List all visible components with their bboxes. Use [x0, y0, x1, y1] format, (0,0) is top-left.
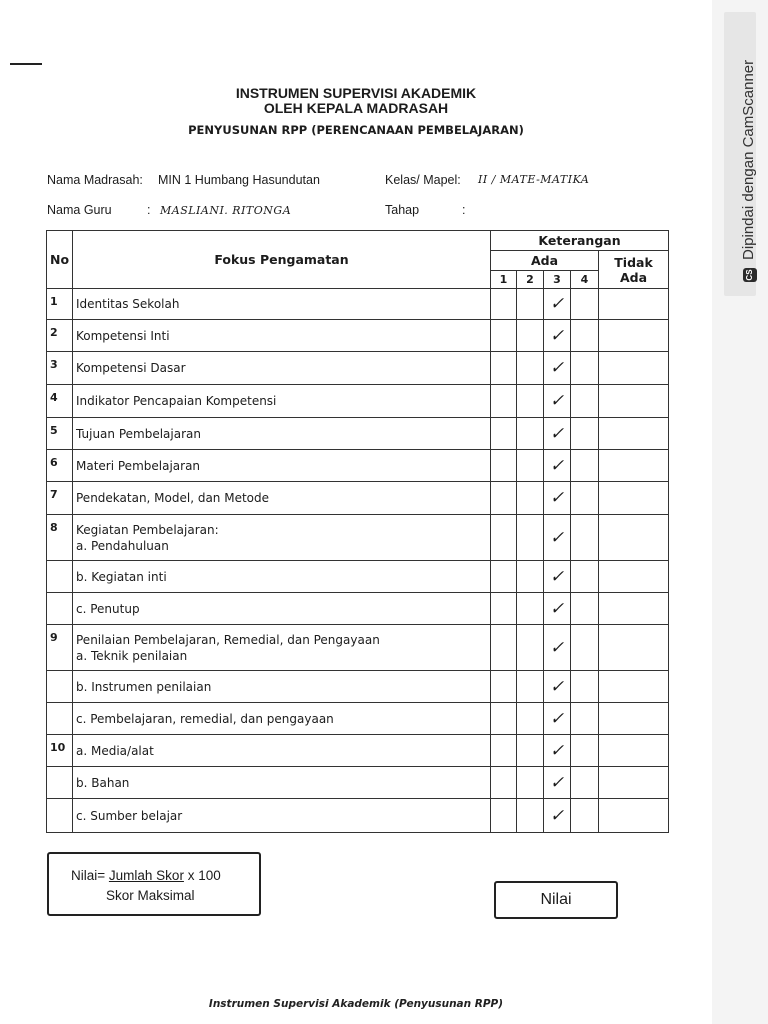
row-number: 7 — [47, 482, 73, 515]
table-row — [47, 799, 669, 833]
score-3-cell — [544, 767, 571, 799]
tidak-ada-cell — [599, 671, 669, 703]
score-1-cell — [491, 767, 517, 799]
row-number: 4 — [47, 385, 73, 418]
score-2-cell — [517, 482, 544, 515]
score-3-cell — [544, 735, 571, 767]
score-1-cell — [491, 418, 517, 450]
header-score-1: 1 — [491, 271, 517, 289]
score-1-cell — [491, 799, 517, 833]
table-row — [47, 561, 669, 593]
score-3-cell — [544, 385, 571, 418]
header-ada: Ada — [491, 251, 599, 271]
score-2-cell — [517, 289, 544, 320]
row-focus: Kegiatan Pembelajaran: a. Pendahuluan — [73, 515, 491, 561]
score-3-cell — [544, 625, 571, 671]
tidak-ada-cell — [599, 385, 669, 418]
score-3-cell — [544, 482, 571, 515]
score-3-cell — [544, 671, 571, 703]
tahap-label: Tahap — [385, 203, 420, 217]
scanner-watermark-label: Dipindai dengan CamScanner — [740, 59, 757, 260]
score-4-cell — [571, 799, 599, 833]
document-title-line1: INSTRUMEN SUPERVISI AKADEMIK — [235, 85, 477, 101]
score-1-cell — [491, 561, 517, 593]
formula-denominator: Skor Maksimal — [106, 888, 195, 903]
score-2-cell — [517, 767, 544, 799]
guru-label: Nama Guru — [47, 203, 112, 217]
score-4-cell — [571, 482, 599, 515]
score-4-cell — [571, 385, 599, 418]
row-number: 8 — [47, 515, 73, 561]
tidak-ada-cell — [599, 320, 669, 352]
header-score-2: 2 — [517, 271, 544, 289]
table-row — [47, 671, 669, 703]
score-3-cell — [544, 515, 571, 561]
madrasah-value: MIN 1 Humbang Hasundutan — [158, 173, 320, 187]
table-row — [47, 385, 669, 418]
row-number — [47, 671, 73, 703]
table-row — [47, 450, 669, 482]
row-number: 1 — [47, 289, 73, 320]
row-focus: c. Penutup — [73, 593, 491, 625]
row-number — [47, 561, 73, 593]
score-4-cell — [571, 735, 599, 767]
score-1-cell — [491, 320, 517, 352]
table-row — [47, 482, 669, 515]
score-1-cell — [491, 450, 517, 482]
tidak-ada-cell — [599, 735, 669, 767]
score-1-cell — [491, 703, 517, 735]
table-row — [47, 289, 669, 320]
tidak-ada-cell — [599, 625, 669, 671]
table-row — [47, 593, 669, 625]
score-3-cell — [544, 703, 571, 735]
score-4-cell — [571, 515, 599, 561]
table-row — [47, 735, 669, 767]
score-3-cell — [544, 593, 571, 625]
row-focus: Kompetensi Inti — [73, 320, 491, 352]
score-2-cell — [517, 561, 544, 593]
score-1-cell — [491, 593, 517, 625]
score-4-cell — [571, 703, 599, 735]
score-2-cell — [517, 735, 544, 767]
score-formula-box — [47, 852, 261, 916]
check-mark: ✓ — [549, 740, 565, 761]
row-number — [47, 799, 73, 833]
row-focus: b. Instrumen penilaian — [73, 671, 491, 703]
score-1-cell — [491, 735, 517, 767]
tidak-ada-cell — [599, 289, 669, 320]
guru-value: MASLIANI. RITONGA — [160, 204, 292, 217]
score-2-cell — [517, 671, 544, 703]
row-number — [47, 593, 73, 625]
header-focus: Fokus Pengamatan — [73, 231, 491, 289]
score-4-cell — [571, 671, 599, 703]
check-mark: ✓ — [549, 455, 565, 476]
formula-multiplier: x 100 — [187, 868, 221, 883]
score-4-cell — [571, 320, 599, 352]
score-2-cell — [517, 450, 544, 482]
score-4-cell — [571, 450, 599, 482]
tidak-ada-cell — [599, 482, 669, 515]
check-mark: ✓ — [549, 488, 565, 508]
table-row — [47, 767, 669, 799]
tidak-ada-cell — [599, 418, 669, 450]
header-no: No — [47, 231, 73, 289]
check-mark: ✓ — [549, 708, 565, 729]
check-mark: ✓ — [549, 566, 565, 587]
row-focus: Pendekatan, Model, dan Metode — [73, 482, 491, 515]
row-focus: Kompetensi Dasar — [73, 352, 491, 385]
header-keterangan: Keterangan — [491, 231, 669, 251]
header-score-4: 4 — [571, 271, 599, 289]
row-focus: c. Pembelajaran, remedial, dan pengayaan — [73, 703, 491, 735]
check-mark: ✓ — [549, 294, 565, 314]
row-focus: Identitas Sekolah — [73, 289, 491, 320]
document-title-line2: OLEH KEPALA MADRASAH — [263, 100, 449, 116]
madrasah-label: Nama Madrasah: — [47, 173, 143, 187]
row-number: 10 — [47, 735, 73, 767]
table-row — [47, 625, 669, 671]
score-3-cell — [544, 418, 571, 450]
row-focus: b. Bahan — [73, 767, 491, 799]
observation-rows — [47, 289, 669, 833]
table-row — [47, 352, 669, 385]
tidak-ada-cell — [599, 450, 669, 482]
row-number: 2 — [47, 320, 73, 352]
scanner-watermark — [740, 60, 757, 282]
score-4-cell — [571, 289, 599, 320]
score-1-cell — [491, 515, 517, 561]
check-mark: ✓ — [549, 772, 565, 793]
table-row — [47, 418, 669, 450]
check-mark: ✓ — [549, 676, 565, 697]
row-focus: c. Sumber belajar — [73, 799, 491, 833]
table-row — [47, 515, 669, 561]
guru-separator: : — [147, 203, 151, 217]
row-focus: a. Media/alat — [73, 735, 491, 767]
check-mark: ✓ — [549, 805, 565, 826]
score-1-cell — [491, 671, 517, 703]
score-2-cell — [517, 352, 544, 385]
score-4-cell — [571, 593, 599, 625]
tahap-separator: : — [462, 203, 466, 217]
score-2-cell — [517, 799, 544, 833]
score-4-cell — [571, 418, 599, 450]
score-4-cell — [571, 767, 599, 799]
camscanner-icon: CS — [743, 268, 757, 282]
check-mark: ✓ — [549, 391, 565, 411]
tidak-ada-cell — [599, 799, 669, 833]
score-3-cell — [544, 450, 571, 482]
tidak-ada-cell — [599, 352, 669, 385]
score-3-cell — [544, 289, 571, 320]
formula-prefix: Nilai= — [71, 868, 106, 883]
table-row — [47, 703, 669, 735]
page-footer: Instrumen Supervisi Akademik (Penyusunan RPP) — [208, 998, 504, 1010]
row-focus: Penilaian Pembelajaran, Remedial, dan Pengayaan a. Teknik penilaian — [73, 625, 491, 671]
score-3-cell — [544, 561, 571, 593]
row-number — [47, 767, 73, 799]
row-number: 3 — [47, 352, 73, 385]
tidak-ada-cell — [599, 767, 669, 799]
score-3-cell — [544, 799, 571, 833]
score-2-cell — [517, 625, 544, 671]
check-mark: ✓ — [549, 527, 565, 548]
document-subtitle: PENYUSUNAN RPP (PERENCANAAN PEMBELAJARAN) — [188, 123, 524, 137]
row-focus: Materi Pembelajaran — [73, 450, 491, 482]
score-1-cell — [491, 289, 517, 320]
score-3-cell — [544, 352, 571, 385]
check-mark: ✓ — [549, 423, 565, 444]
header-score-3: 3 — [544, 271, 571, 289]
score-4-cell — [571, 625, 599, 671]
row-number: 5 — [47, 418, 73, 450]
row-number: 9 — [47, 625, 73, 671]
pen-mark — [10, 63, 42, 65]
tidak-ada-cell — [599, 703, 669, 735]
observation-table — [46, 230, 669, 833]
score-1-cell — [491, 385, 517, 418]
score-1-cell — [491, 625, 517, 671]
score-2-cell — [517, 418, 544, 450]
score-1-cell — [491, 482, 517, 515]
check-mark: ✓ — [549, 598, 565, 619]
check-mark: ✓ — [549, 325, 565, 346]
table-row — [47, 320, 669, 352]
score-4-cell — [571, 352, 599, 385]
score-2-cell — [517, 515, 544, 561]
tidak-ada-cell — [599, 515, 669, 561]
score-2-cell — [517, 703, 544, 735]
row-focus: b. Kegiatan inti — [73, 561, 491, 593]
score-3-cell — [544, 320, 571, 352]
row-focus: Tujuan Pembelajaran — [73, 418, 491, 450]
nilai-box: Nilai — [494, 881, 618, 919]
kelas-label: Kelas/ Mapel: — [385, 173, 461, 187]
row-focus: Indikator Pencapaian Kompetensi — [73, 385, 491, 418]
row-number — [47, 703, 73, 735]
score-2-cell — [517, 593, 544, 625]
formula-numerator: Jumlah Skor — [108, 868, 184, 883]
check-mark: ✓ — [549, 637, 565, 658]
header-tidak-ada: Tidak Ada — [599, 251, 669, 289]
tidak-ada-cell — [599, 593, 669, 625]
score-4-cell — [571, 561, 599, 593]
check-mark: ✓ — [549, 358, 565, 378]
score-1-cell — [491, 352, 517, 385]
kelas-value: II / MATE-MATIKA — [478, 173, 590, 186]
row-number: 6 — [47, 450, 73, 482]
score-2-cell — [517, 320, 544, 352]
tidak-ada-cell — [599, 561, 669, 593]
score-2-cell — [517, 385, 544, 418]
